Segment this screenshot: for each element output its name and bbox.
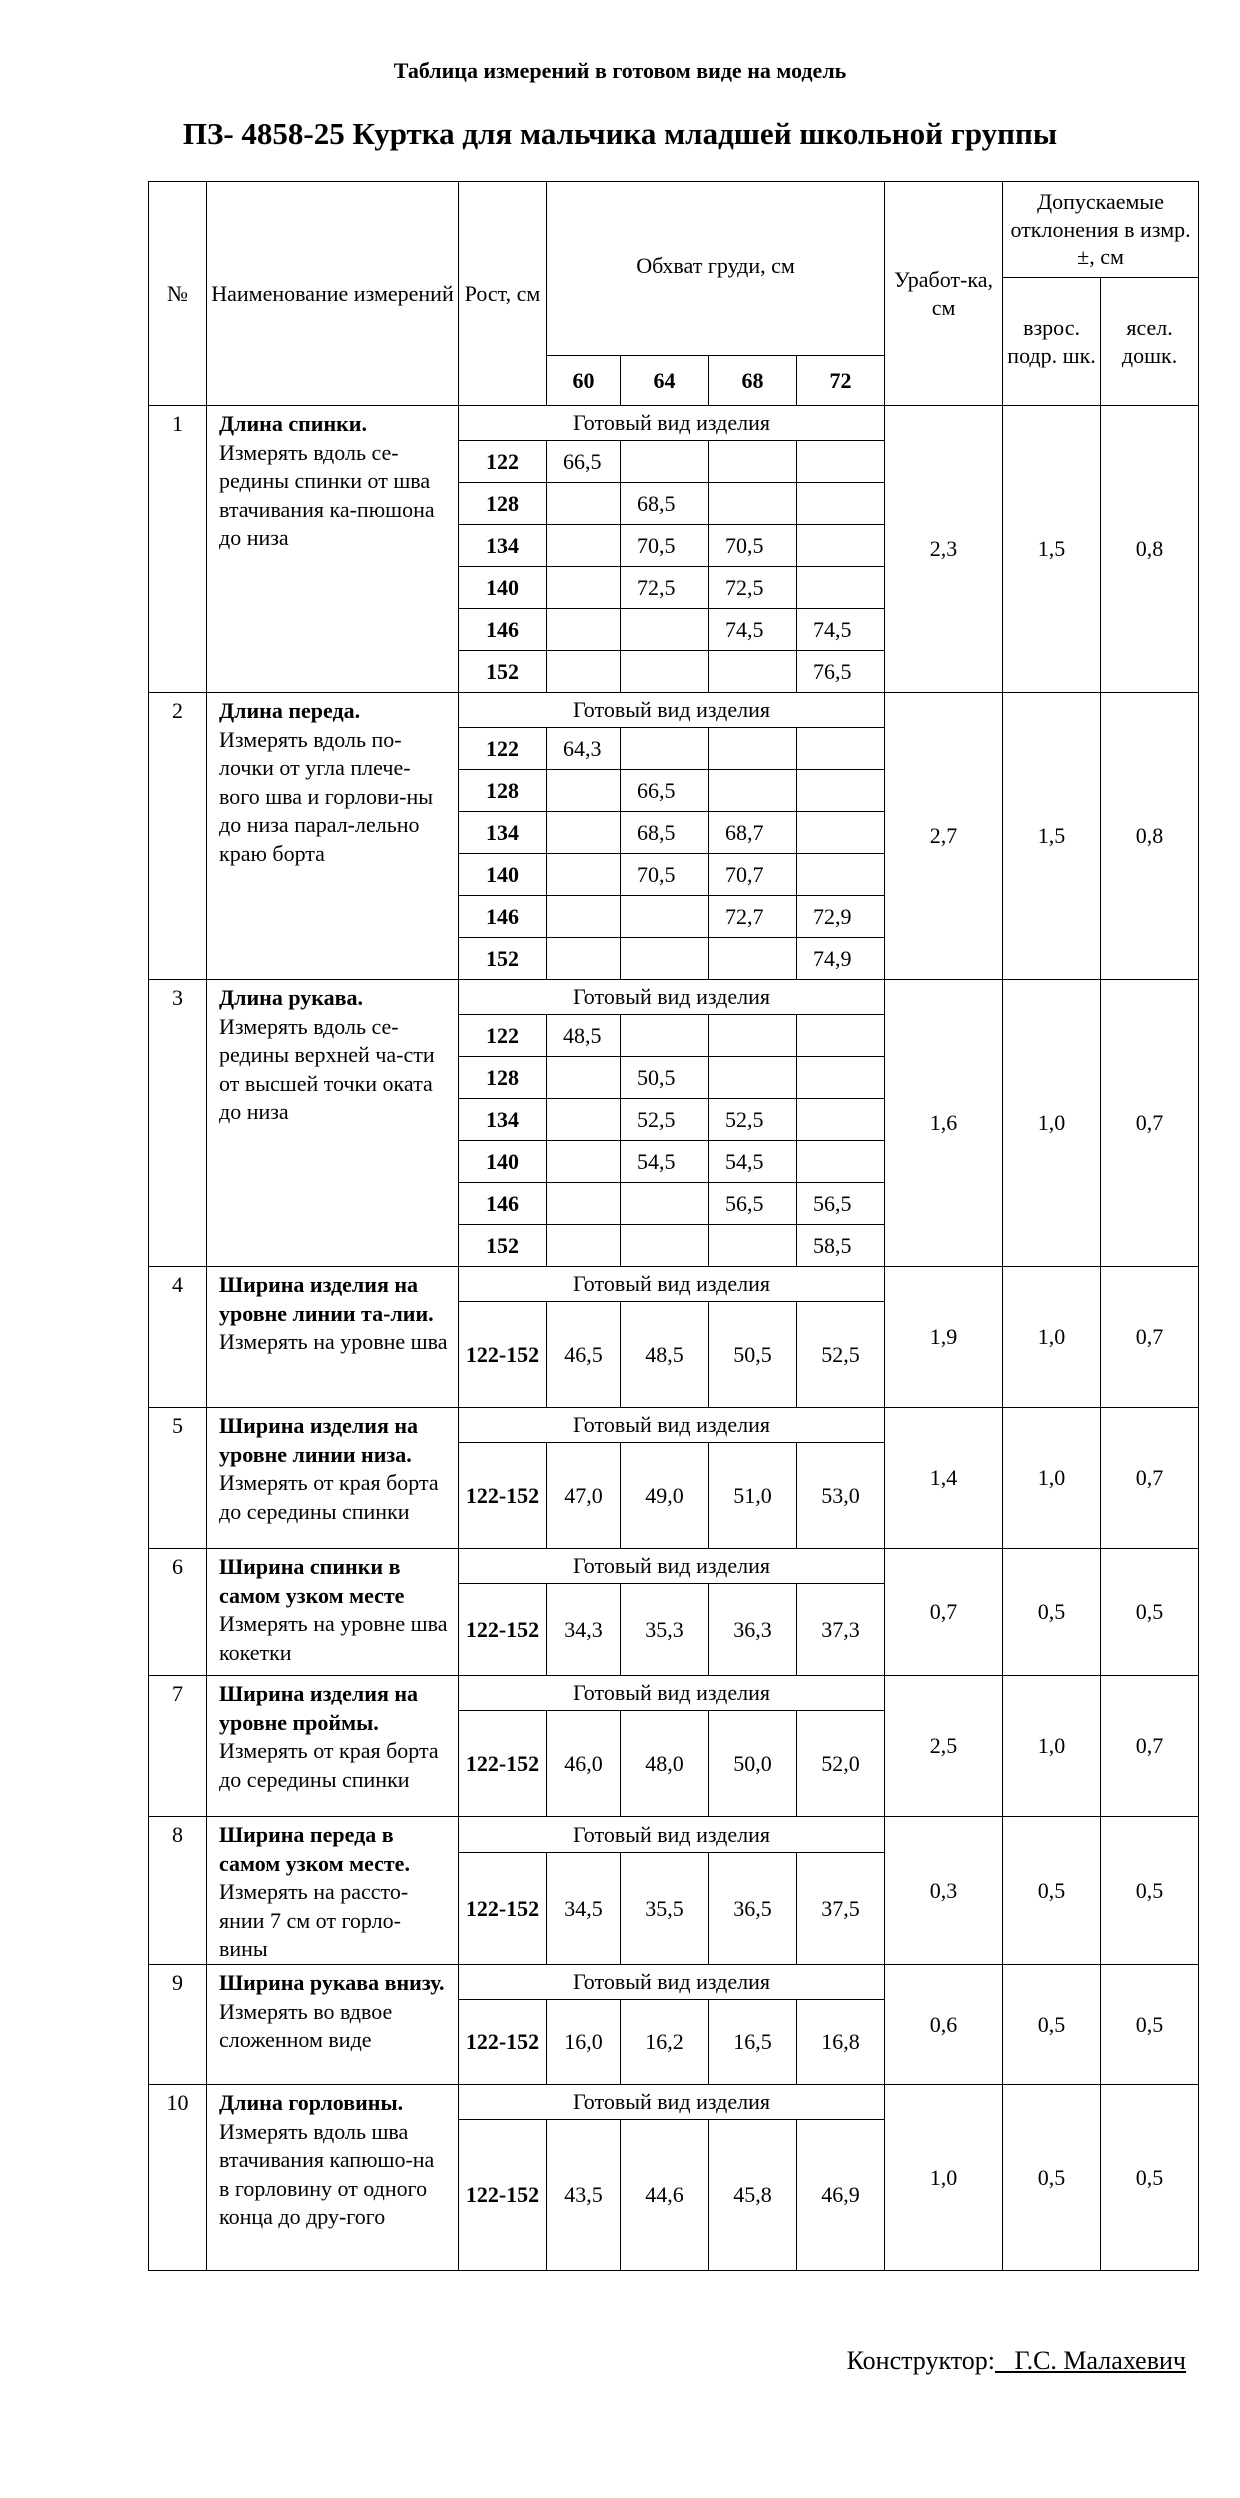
rost-value: 152: [459, 938, 547, 980]
size-value: 70,7: [709, 854, 797, 896]
measurement-name: [207, 1817, 459, 1965]
rost-value: 140: [459, 854, 547, 896]
size-value: 68,5: [621, 812, 709, 854]
size-value: [709, 728, 797, 770]
header-chest-size: 68: [709, 356, 797, 406]
size-value: 54,5: [709, 1141, 797, 1183]
measurement-row: [149, 1408, 1199, 1443]
size-value: 16,8: [797, 1999, 885, 2084]
measurement-row: [149, 1676, 1199, 1711]
size-value: 66,5: [621, 770, 709, 812]
size-value: 52,5: [621, 1099, 709, 1141]
measurement-name: [207, 693, 459, 980]
size-value: 56,5: [709, 1183, 797, 1225]
tolerance-school-value: 0,5: [1003, 1964, 1101, 2084]
tolerance-school-value: 0,5: [1003, 1549, 1101, 1676]
rost-value: 134: [459, 1099, 547, 1141]
size-value: 43,5: [547, 2119, 621, 2270]
tolerance-preschool-value: 0,8: [1101, 406, 1199, 693]
size-value: 70,5: [709, 525, 797, 567]
size-value: [797, 525, 885, 567]
measurement-row: [149, 1267, 1199, 1302]
size-value: 72,9: [797, 896, 885, 938]
size-value: [621, 1015, 709, 1057]
size-value: [547, 896, 621, 938]
size-value: 51,0: [709, 1443, 797, 1549]
measurement-row: [149, 1964, 1199, 1999]
size-value: [547, 854, 621, 896]
tolerance-preschool-value: 0,5: [1101, 1817, 1199, 1965]
measurement-row: [149, 1549, 1199, 1584]
rost-value: 122-152: [459, 1584, 547, 1676]
header-chest-size: 64: [621, 356, 709, 406]
rost-value: 122-152: [459, 1999, 547, 2084]
measurement-num: 9: [149, 1964, 207, 2084]
rost-value: 122-152: [459, 1852, 547, 1964]
size-value: 35,3: [621, 1584, 709, 1676]
rost-value: 146: [459, 1183, 547, 1225]
size-value: 16,5: [709, 1999, 797, 2084]
measurement-title: Длина спинки.: [219, 411, 367, 436]
size-value: 72,7: [709, 896, 797, 938]
header-chest-size: 60: [547, 356, 621, 406]
size-value: 36,5: [709, 1852, 797, 1964]
rost-value: 128: [459, 770, 547, 812]
rost-value: 122-152: [459, 1302, 547, 1408]
size-value: 34,3: [547, 1584, 621, 1676]
measurement-num: 6: [149, 1549, 207, 1676]
measurement-num: 8: [149, 1817, 207, 1965]
size-value: [621, 441, 709, 483]
size-value: 70,5: [621, 854, 709, 896]
size-value: 50,0: [709, 1711, 797, 1817]
size-value: 46,9: [797, 2119, 885, 2270]
measurement-name: [207, 1676, 459, 1817]
measurement-name: [207, 406, 459, 693]
size-value: 72,5: [709, 567, 797, 609]
measurement-description: Измерять на уровне шва: [219, 1329, 448, 1355]
size-value: 46,0: [547, 1711, 621, 1817]
finished-label: Готовый вид изделия: [459, 1817, 885, 1853]
urabotka-value: 2,3: [885, 406, 1003, 693]
measurement-num: 3: [149, 980, 207, 1267]
size-value: [547, 1141, 621, 1183]
measurement-description: Измерять вдоль шва втачивания капюшо-на в горловину от одного конца до дру-гого: [219, 2118, 435, 2230]
urabotka-value: 1,6: [885, 980, 1003, 1267]
size-value: [797, 854, 885, 896]
measurement-title: Длина рукава.: [219, 985, 363, 1010]
size-value: [547, 812, 621, 854]
size-value: 52,0: [797, 1711, 885, 1817]
size-value: [797, 441, 885, 483]
finished-label: Готовый вид изделия: [459, 1267, 885, 1302]
tolerance-preschool-value: 0,7: [1101, 1408, 1199, 1549]
size-value: 44,6: [621, 2119, 709, 2270]
measurement-name: [207, 1408, 459, 1549]
measurement-row: [149, 406, 1199, 441]
rost-value: 134: [459, 812, 547, 854]
header-rost: Рост, см: [459, 182, 547, 406]
rost-value: 128: [459, 483, 547, 525]
size-value: 35,5: [621, 1852, 709, 1964]
rost-value: 122-152: [459, 2119, 547, 2270]
measurement-num: 5: [149, 1408, 207, 1549]
urabotka-value: 1,0: [885, 2084, 1003, 2270]
tolerance-preschool-value: 0,7: [1101, 1676, 1199, 1817]
size-value: [547, 525, 621, 567]
size-value: 16,2: [621, 1999, 709, 2084]
size-value: [797, 728, 885, 770]
finished-label: Готовый вид изделия: [459, 1408, 885, 1443]
header-chest: Обхват груди, см: [547, 182, 885, 356]
rost-value: 152: [459, 1225, 547, 1267]
size-value: 64,3: [547, 728, 621, 770]
rost-value: 140: [459, 1141, 547, 1183]
size-value: 50,5: [621, 1057, 709, 1099]
measurement-num: 1: [149, 406, 207, 693]
measurement-description: Измерять вдоль се-редины спинки от шва втачивания ка-пюшона до низа: [219, 439, 435, 551]
urabotka-value: 0,7: [885, 1549, 1003, 1676]
finished-label: Готовый вид изделия: [459, 1549, 885, 1584]
size-value: [709, 770, 797, 812]
measurement-title: Длина горловины.: [219, 2089, 404, 2115]
size-value: 58,5: [797, 1225, 885, 1267]
size-value: 34,5: [547, 1852, 621, 1964]
size-value: [797, 483, 885, 525]
size-value: [547, 938, 621, 980]
tolerance-preschool-value: 0,7: [1101, 980, 1199, 1267]
size-value: [621, 1183, 709, 1225]
urabotka-value: 1,9: [885, 1267, 1003, 1408]
size-value: [547, 567, 621, 609]
size-value: 68,7: [709, 812, 797, 854]
rost-value: 128: [459, 1057, 547, 1099]
tolerance-school-value: 1,0: [1003, 1676, 1101, 1817]
size-value: [709, 1015, 797, 1057]
header-num: №: [149, 182, 207, 406]
measurement-num: 2: [149, 693, 207, 980]
size-value: 37,5: [797, 1852, 885, 1964]
size-value: 72,5: [621, 567, 709, 609]
tolerance-preschool-value: 0,5: [1101, 2084, 1199, 2270]
size-value: 53,0: [797, 1443, 885, 1549]
size-value: [621, 896, 709, 938]
measurement-name: [207, 2084, 459, 2270]
document-subtitle: Таблица измерений в готовом виде на модель: [393, 58, 847, 83]
urabotka-value: 0,3: [885, 1817, 1003, 1965]
rost-value: 122-152: [459, 1711, 547, 1817]
size-value: 48,0: [621, 1711, 709, 1817]
finished-label: Готовый вид изделия: [459, 1964, 885, 1999]
measurement-name: [207, 980, 459, 1267]
size-value: [797, 1099, 885, 1141]
size-value: [547, 1099, 621, 1141]
signature-name: Г.С. Малахевич: [994, 2346, 1186, 2375]
size-value: 48,5: [547, 1015, 621, 1057]
rost-value: 152: [459, 651, 547, 693]
measurement-num: 7: [149, 1676, 207, 1817]
size-value: [797, 1057, 885, 1099]
size-value: [709, 483, 797, 525]
size-value: 37,3: [797, 1584, 885, 1676]
measurement-row: [149, 2084, 1199, 2119]
measurement-num: 4: [149, 1267, 207, 1408]
header-tol-preschool: ясел. дошк.: [1101, 278, 1199, 406]
tolerance-preschool-value: 0,5: [1101, 1549, 1199, 1676]
urabotka-value: 1,4: [885, 1408, 1003, 1549]
measurement-description: Измерять от края борта до середины спинки: [219, 1738, 439, 1792]
size-value: [709, 441, 797, 483]
size-value: 48,5: [621, 1302, 709, 1408]
size-value: [709, 938, 797, 980]
rost-value: 122: [459, 441, 547, 483]
size-value: [797, 1015, 885, 1057]
finished-label: Готовый вид изделия: [459, 980, 885, 1015]
size-value: 49,0: [621, 1443, 709, 1549]
size-value: [797, 812, 885, 854]
size-value: 68,5: [621, 483, 709, 525]
rost-value: 122-152: [459, 1443, 547, 1549]
measurement-title: Ширина спинки в самом узком месте: [219, 1554, 405, 1608]
size-value: [797, 567, 885, 609]
measurement-description: Измерять на рассто-янии 7 см от горло-вины: [219, 1879, 409, 1962]
size-value: 52,5: [709, 1099, 797, 1141]
measurement-title: Ширина изделия на уровне проймы.: [219, 1681, 419, 1735]
size-value: [547, 651, 621, 693]
size-value: 54,5: [621, 1141, 709, 1183]
size-value: 16,0: [547, 1999, 621, 2084]
tolerance-school-value: 1,5: [1003, 693, 1101, 980]
signature: [847, 2346, 1186, 2376]
tolerance-school-value: 1,0: [1003, 1267, 1101, 1408]
size-value: 50,5: [709, 1302, 797, 1408]
size-value: [797, 770, 885, 812]
size-value: 36,3: [709, 1584, 797, 1676]
size-value: [621, 728, 709, 770]
size-value: 74,5: [709, 609, 797, 651]
measurement-title: Ширина изделия на уровне линии та-лии.: [219, 1272, 434, 1326]
size-value: [547, 483, 621, 525]
tolerance-school-value: 0,5: [1003, 2084, 1101, 2270]
measurement-description: Измерять от края борта до середины спинки: [219, 1470, 439, 1524]
rost-value: 146: [459, 609, 547, 651]
size-value: [547, 1057, 621, 1099]
measurement-name: [207, 1267, 459, 1408]
urabotka-value: 2,5: [885, 1676, 1003, 1817]
measurement-num: 10: [149, 2084, 207, 2270]
measurement-title: Длина переда.: [219, 698, 361, 723]
size-value: 46,5: [547, 1302, 621, 1408]
size-value: [621, 1225, 709, 1267]
finished-label: Готовый вид изделия: [459, 693, 885, 728]
measurement-description: Измерять вдоль по-лочки от угла плече-вого шва и горлови-ны до низа парал-лельно краю борта: [219, 726, 433, 866]
size-value: [621, 609, 709, 651]
tolerance-school-value: 1,0: [1003, 980, 1101, 1267]
rost-value: 134: [459, 525, 547, 567]
size-value: [547, 770, 621, 812]
size-value: [797, 1141, 885, 1183]
measurement-row: [149, 1817, 1199, 1853]
tolerance-school-value: 0,5: [1003, 1817, 1101, 1965]
size-value: [621, 938, 709, 980]
tolerance-preschool-value: 0,8: [1101, 693, 1199, 980]
measurement-description: Измерять вдоль се-редины верхней ча-сти от высшей точки оката до низа: [219, 1013, 435, 1125]
signature-label: Конструктор:: [846, 2346, 995, 2375]
size-value: [709, 651, 797, 693]
size-value: 66,5: [547, 441, 621, 483]
rost-value: 140: [459, 567, 547, 609]
rost-value: 146: [459, 896, 547, 938]
size-value: [547, 609, 621, 651]
size-value: 52,5: [797, 1302, 885, 1408]
tolerance-preschool-value: 0,7: [1101, 1267, 1199, 1408]
measurement-row: [149, 693, 1199, 728]
size-value: 70,5: [621, 525, 709, 567]
urabotka-value: 2,7: [885, 693, 1003, 980]
size-value: 74,5: [797, 609, 885, 651]
rost-value: 122: [459, 728, 547, 770]
size-value: [621, 651, 709, 693]
size-value: 47,0: [547, 1443, 621, 1549]
size-value: [709, 1225, 797, 1267]
tolerance-school-value: 1,0: [1003, 1408, 1101, 1549]
size-value: [547, 1225, 621, 1267]
size-value: [547, 1183, 621, 1225]
size-value: [709, 1057, 797, 1099]
header-tol-school: взрос. подр. шк.: [1003, 278, 1101, 406]
measurement-title: Ширина изделия на уровне линии низа.: [219, 1413, 419, 1467]
finished-label: Готовый вид изделия: [459, 1676, 885, 1711]
measurement-name: [207, 1549, 459, 1676]
size-value: 76,5: [797, 651, 885, 693]
measurements-table: [148, 181, 1199, 2271]
document-title: ПЗ- 4858-25 Куртка для мальчика младшей школьной группы: [182, 116, 1058, 151]
rost-value: 122: [459, 1015, 547, 1057]
header-name: Наименование измерений: [207, 182, 459, 406]
measurement-title: Ширина переда в самом узком месте.: [219, 1822, 410, 1876]
measurement-title: Ширина рукава внизу.: [219, 1969, 445, 1995]
urabotka-value: 0,6: [885, 1964, 1003, 2084]
size-value: 74,9: [797, 938, 885, 980]
size-value: 45,8: [709, 2119, 797, 2270]
header-chest-size: 72: [797, 356, 885, 406]
measurement-description: Измерять на уровне шва кокетки: [219, 1611, 448, 1665]
header-tolerance: Допускаемые отклонения в измр. ±, см: [1003, 182, 1199, 278]
measurement-description: Измерять во вдвое сложенном виде: [219, 1998, 393, 2053]
size-value: 56,5: [797, 1183, 885, 1225]
tolerance-school-value: 1,5: [1003, 406, 1101, 693]
finished-label: Готовый вид изделия: [459, 406, 885, 441]
tolerance-preschool-value: 0,5: [1101, 1964, 1199, 2084]
measurement-row: [149, 980, 1199, 1015]
header-urabotka: Уработ-ка, см: [885, 182, 1003, 406]
measurement-name: [207, 1964, 459, 2084]
finished-label: Готовый вид изделия: [459, 2084, 885, 2119]
